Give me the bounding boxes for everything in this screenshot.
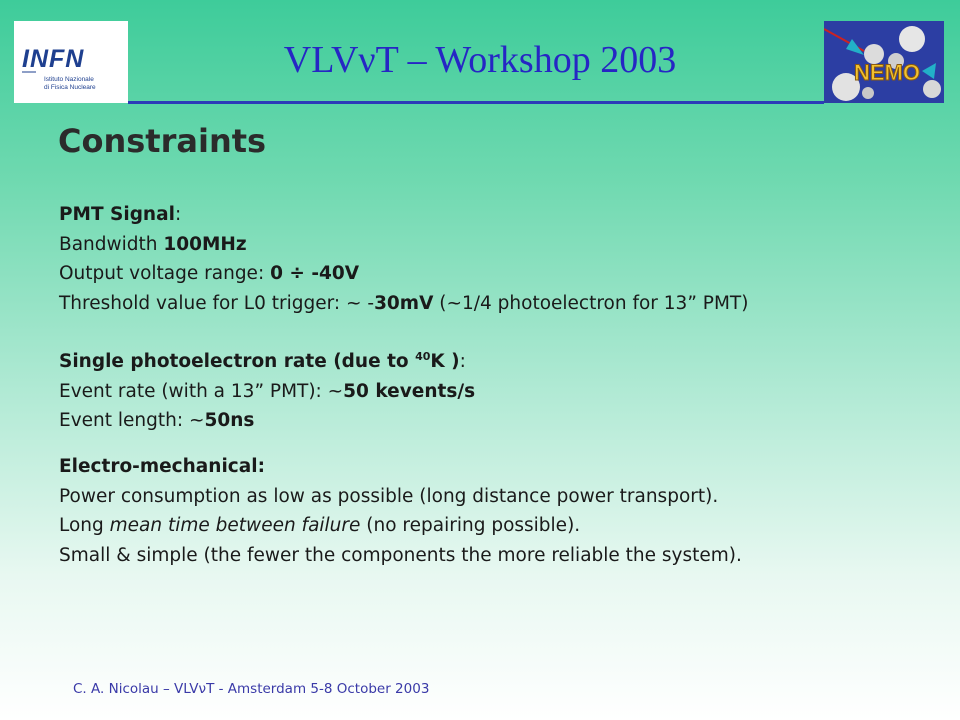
bandwidth-line: Bandwidth 100MHz [59,233,247,255]
nemo-logo-wordmark: NEMO [854,60,920,85]
mtbf-line: Long mean time between failure (no repairing possible). [59,515,581,536]
header-title: VLVνT – Workshop 2003 [283,39,677,81]
infn-logo-wordmark: INFN [22,45,85,73]
pmt-signal-heading: PMT Signal: [59,204,182,225]
single-photoelectron-section [59,342,475,436]
header-divider [128,101,824,104]
small-simple-line: Small & simple (the fewer the components the more reliable the system). [59,544,742,566]
voltage-range-line: Output voltage range: 0 ÷ -40V [59,263,360,284]
threshold-line: Threshold value for L0 trigger: ~ -30mV (~1/4 photoelectron for 13” PMT) [59,292,749,314]
event-rate-line: Event rate (with a 13” PMT): ~50 kevents/s [59,380,476,402]
svg-text:di Fisica Nucleare: di Fisica Nucleare [44,84,96,91]
footer-credit: C. A. Nicolau – VLVνT - Amsterdam 5-8 October 2003 [73,681,430,697]
page-title: Constraints [58,122,267,160]
electro-mechanical-heading: Electro-mechanical: [59,456,265,477]
nemo-logo-icon [824,21,944,103]
electro-mechanical-section [59,452,742,570]
power-consumption-line: Power consumption as low as possible (long distance power transport). [59,485,719,507]
nemo-logo [824,21,944,103]
spe-heading: Single photoelectron rate (due to $^{40}$K ): [59,350,466,373]
pmt-signal-section [59,200,748,318]
svg-text:Istituto Nazionale: Istituto Nazionale [44,76,94,83]
event-length-line: Event length: ~50ns [59,410,255,432]
